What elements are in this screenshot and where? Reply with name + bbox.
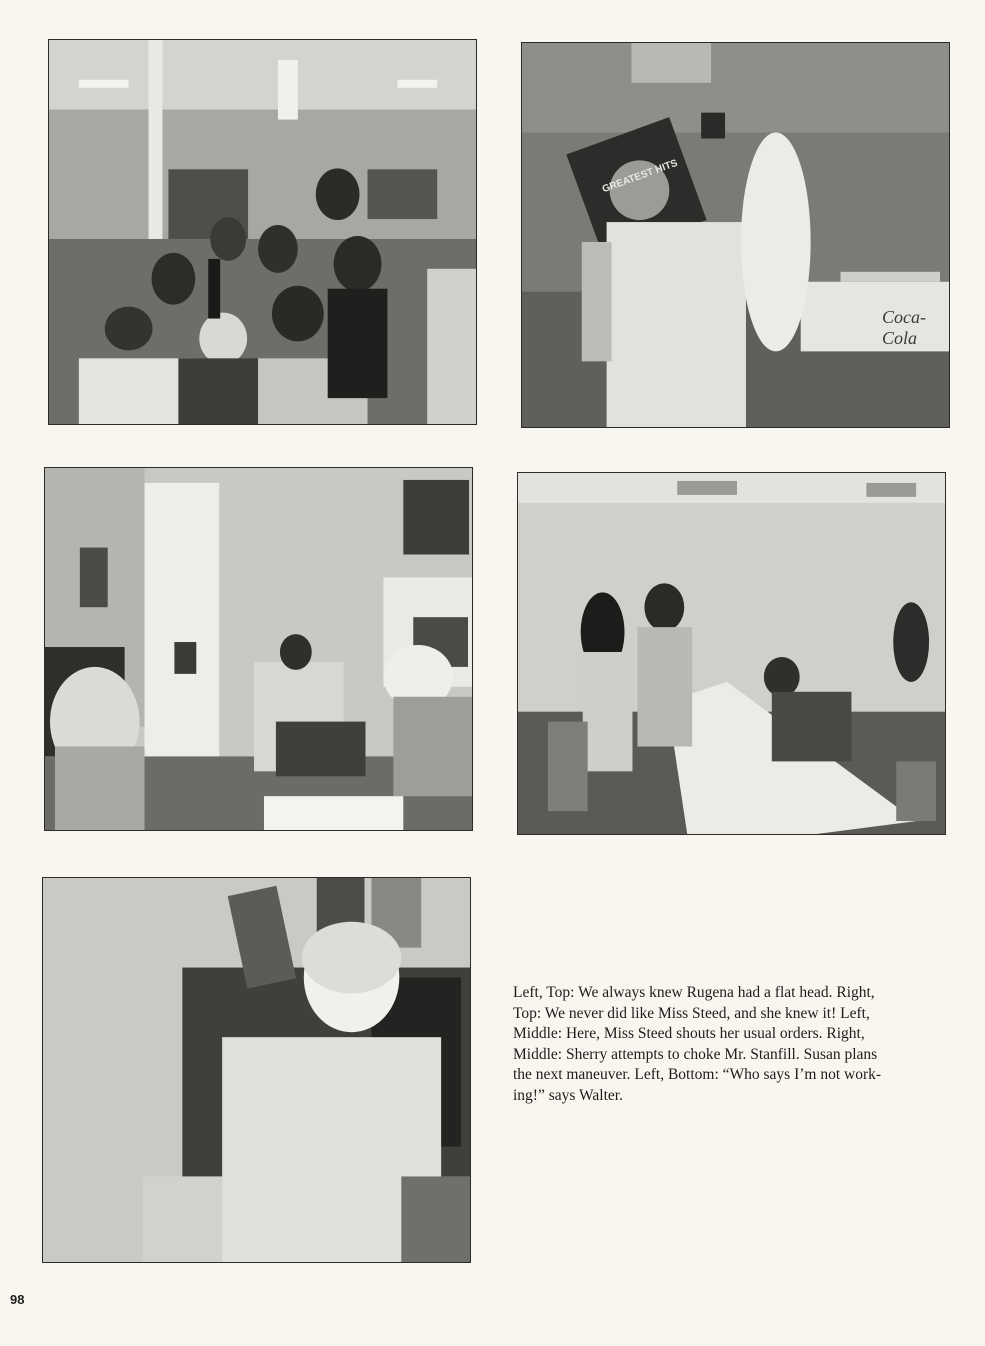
photo-living-room-image [45,468,472,830]
photo-students-cafeteria-image [49,40,476,424]
photo-banquet-table [517,472,946,835]
photo-living-room [44,467,473,831]
caption-line: Left, Top: We always knew Rugena had a flat head. Right, [513,984,875,1001]
caption-line: ing!” says Walter. [513,1086,623,1104]
coca-cola-logo: Coca-Cola [882,307,926,348]
photo-album-cover-face-image [522,43,949,427]
photo-album-cover-face [521,42,950,428]
photo-students-cafeteria [48,39,477,425]
photo-caption [513,983,951,1107]
caption-line: Middle: Here, Miss Steed shouts her usual orders. Right, [513,1025,865,1043]
photo-smiling-boy-image [43,878,470,1262]
photo-banquet-table-image [518,473,945,834]
caption-line: Middle: Sherry attempts to choke Mr. Stanfill. Susan plans [513,1045,878,1063]
page-number: 98 [10,1292,25,1307]
caption-line: Top: We never did like Miss Steed, and she knew it! Left, [513,1004,870,1022]
album-title: GREATEST HITS [600,157,680,196]
caption-line: the next maneuver. Left, Bottom: “Who says I’m not work- [513,1066,882,1084]
photo-smiling-boy [42,877,471,1263]
